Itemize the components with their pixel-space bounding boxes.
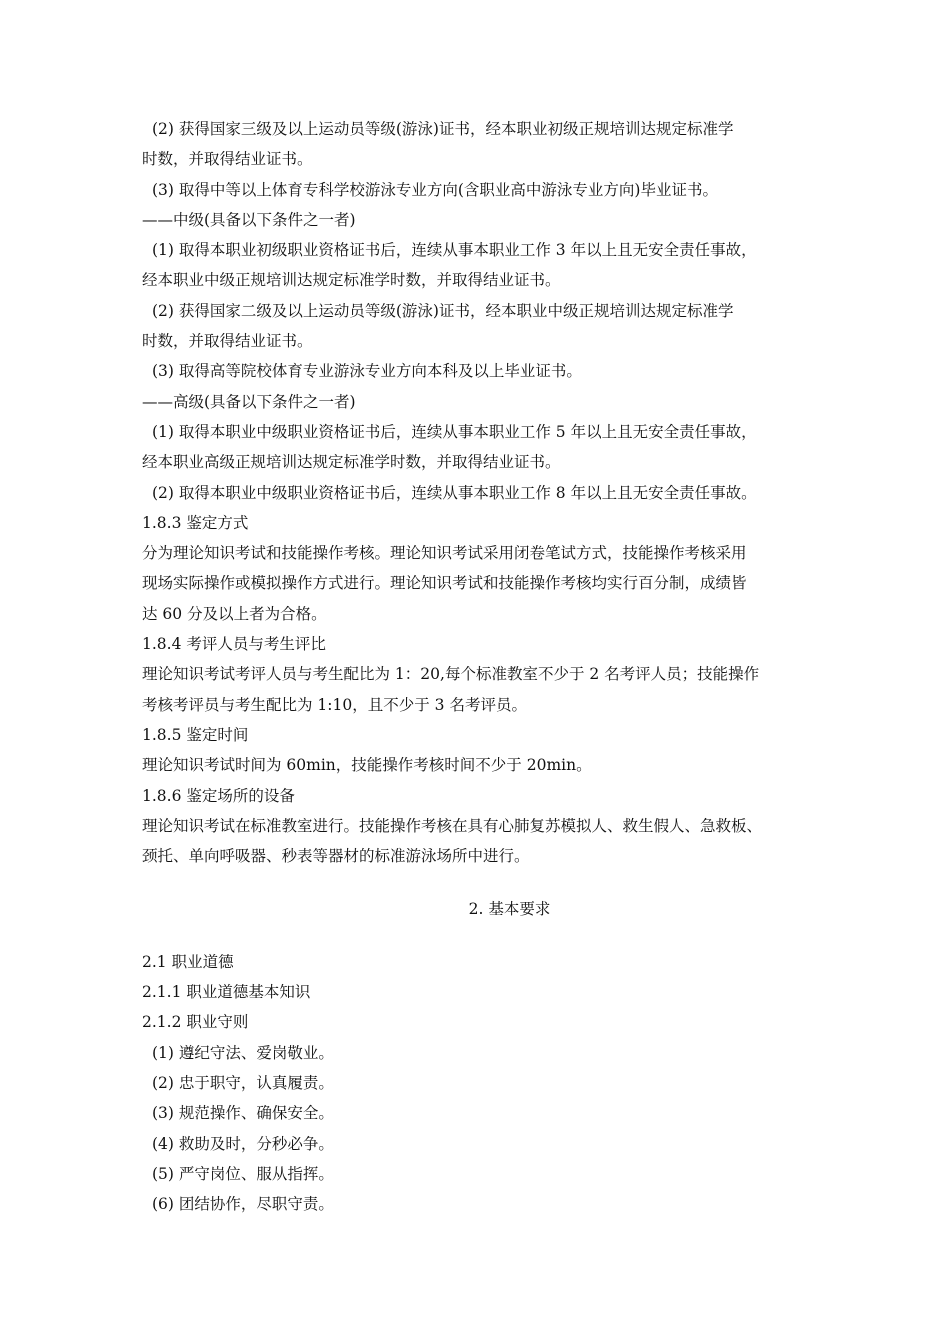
text-line: 2.1.1 职业道德基本知识 xyxy=(142,983,311,1002)
text-line: (2) 获得国家三级及以上运动员等级(游泳)证书，经本职业初级正规培训达规定标准学 xyxy=(152,120,734,138)
text-line: 时数，并取得结业证书。 xyxy=(142,332,313,351)
text-line: (2) 忠于职守，认真履责。 xyxy=(152,1073,334,1092)
text-line: 1.8.4 考评人员与考生评比 xyxy=(142,635,326,654)
text-line: 达 60 分及以上者为合格。 xyxy=(142,604,327,623)
text-line: (3) 取得中等以上体育专科学校游泳专业方向(含职业高中游泳专业方向)毕业证书。 xyxy=(152,180,718,199)
text-line: 经本职业中级正规培训达规定标准学时数，并取得结业证书。 xyxy=(142,271,561,290)
text-line: (1) 取得本职业初级职业资格证书后，连续从事本职业工作 3 年以上且无安全责任事故， xyxy=(152,241,757,260)
text-line: 颈托、单向呼吸器、秒表等器材的标准游泳场所中进行。 xyxy=(142,847,530,866)
text-line: 2.1.2 职业守则 xyxy=(142,1013,249,1032)
text-line: 时数，并取得结业证书。 xyxy=(142,150,313,169)
text-line: ——中级(具备以下条件之一者) xyxy=(142,210,356,229)
text-line: (4) 救助及时，分秒必争。 xyxy=(152,1134,334,1153)
text-line: 2.1 职业道德 xyxy=(142,952,234,971)
text-line: 现场实际操作或模拟操作方式进行。理论知识考试和技能操作考核均实行百分制，成绩皆 xyxy=(142,574,747,593)
professional-ethics-block xyxy=(142,947,822,1220)
text-line: 1.8.6 鉴定场所的设备 xyxy=(142,786,295,805)
document-page xyxy=(142,114,822,1219)
text-line: (6) 团结协作，尽职守责。 xyxy=(152,1195,334,1214)
text-line: (3) 取得高等院校体育专业游泳专业方向本科及以上毕业证书。 xyxy=(152,362,582,381)
text-line: ——高级(具备以下条件之一者) xyxy=(142,392,356,411)
text-line: 1.8.3 鉴定方式 xyxy=(142,513,249,532)
text-line: 分为理论知识考试和技能操作考核。理论知识考试采用闭卷笔试方式，技能操作考核采用 xyxy=(142,544,747,563)
section-heading: 2. 基本要求 xyxy=(468,900,551,919)
text-line: 考核考评员与考生配比为 1:10，且不少于 3 名考评员。 xyxy=(142,695,527,714)
text-line: (2) 获得国家二级及以上运动员等级(游泳)证书，经本职业中级正规培训达规定标准学 xyxy=(152,301,734,320)
text-line: (5) 严守岗位、服从指挥。 xyxy=(152,1164,334,1183)
text-line: (1) 遵纪守法、爱岗敬业。 xyxy=(152,1043,334,1062)
text-line: (1) 取得本职业中级职业资格证书后，连续从事本职业工作 5 年以上且无安全责任事故， xyxy=(152,422,757,441)
requirements-text-block xyxy=(142,114,822,871)
text-line: 1.8.5 鉴定时间 xyxy=(142,725,249,744)
text-line: 理论知识考试时间为 60min，技能操作考核时间不少于 20min。 xyxy=(142,756,592,775)
text-line: (3) 规范操作、确保安全。 xyxy=(152,1104,334,1123)
text-line: 理论知识考试考评人员与考生配比为 1：20,每个标准教室不少于 2 名考评人员；技能操作 xyxy=(142,665,760,684)
text-line: 经本职业高级正规培训达规定标准学时数，并取得结业证书。 xyxy=(142,453,561,472)
text-line: (2) 取得本职业中级职业资格证书后，连续从事本职业工作 8 年以上且无安全责任事故。 xyxy=(152,483,757,502)
text-line: 理论知识考试在标准教室进行。技能操作考核在具有心肺复苏模拟人、救生假人、急救板、 xyxy=(142,816,763,835)
